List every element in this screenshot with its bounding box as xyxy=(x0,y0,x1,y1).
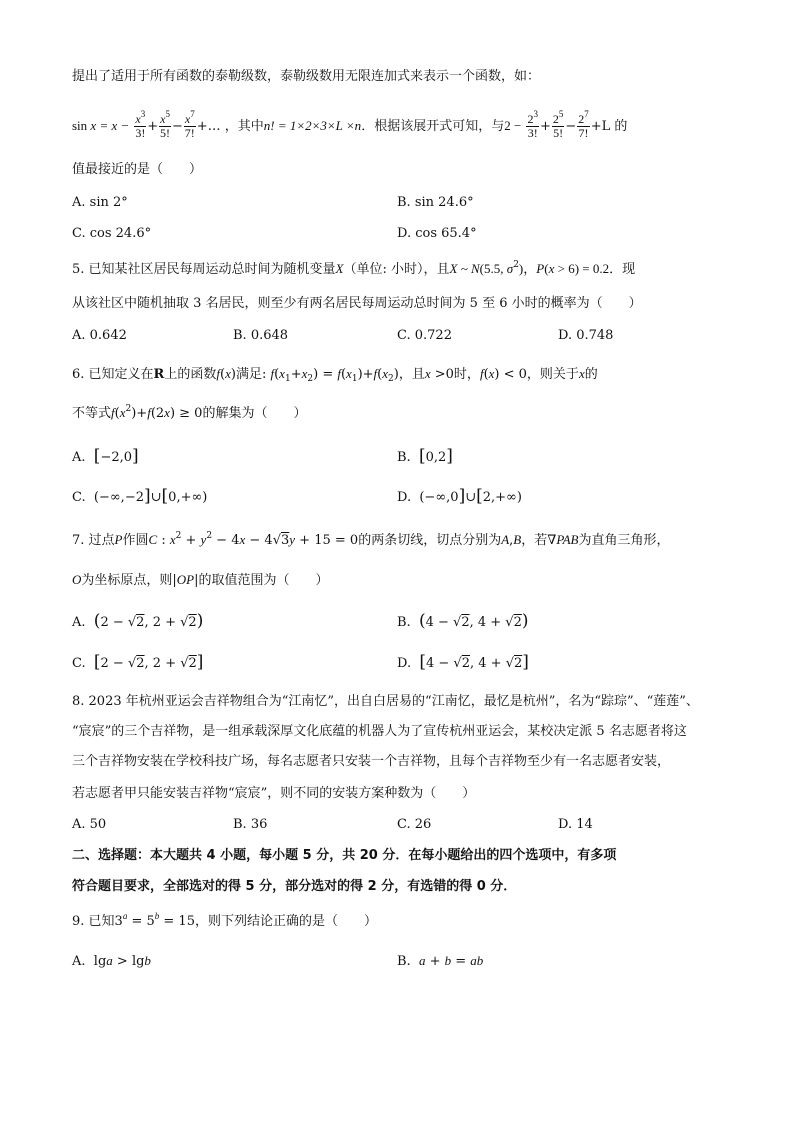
q6-option-d: D. (−∞,0]∪[2,+∞) xyxy=(397,486,522,506)
q6-line2: 不等式$f(x^2)+f(2x) \ge 0$的解集为（ ） xyxy=(72,404,307,421)
q4-option-a: A. sin 2° xyxy=(72,195,128,210)
q7-option-c: C. [2 − √2, 2 + √2] xyxy=(72,652,204,672)
q8-line1: 8. 2023 年杭州亚运会吉祥物组合为“江南忆”，出自白居易的“江南忆，最忆是杭州”，名为“踪琮”、“莲莲”、 xyxy=(72,694,699,709)
q7-option-b: B. (4 − √2, 4 + √2) xyxy=(397,611,529,631)
q7-option-a: A. (2 − √2, 2 + √2) xyxy=(72,611,204,631)
q8-option-d: D. 14 xyxy=(558,817,593,832)
q8-option-a: A. 50 xyxy=(72,817,107,832)
intro-mid-text: ，其中 xyxy=(224,119,264,134)
section2-line1: 二、选择题：本大题共 4 小题，每小题 5 分，共 20 分．在每小题给出的四个选项中，有多项 xyxy=(72,848,617,863)
q5-option-c: C. 0.722 xyxy=(397,328,452,343)
intro-line3: 值最接近的是（ ） xyxy=(72,162,203,177)
intro-line1: 提出了适用于所有函数的泰勒级数，泰勒级数用无限连加式来表示一个函数，如： xyxy=(72,69,541,84)
q8-line3: 三个吉祥物安装在学校科技广场，每名志愿者只安装一个吉祥物，且每个吉祥物至少有一名志愿者安装， xyxy=(72,754,671,769)
q5-option-d: D. 0.748 xyxy=(558,328,614,343)
q4-option-b: B. sin 24.6° xyxy=(397,195,474,210)
section2-line2: 符合题目要求，全部选对的得 5 分，部分选对的得 2 分，有选错的得 0 分． xyxy=(72,879,517,894)
q5-option-b: B. 0.648 xyxy=(233,328,289,343)
q6-line1: 6. 已知定义在R上的函数f(x)满足: $f(x_1+x_2) = f(x_1)+f(x_2)$，且x >0时，f(x) < 0，则关于x的 xyxy=(72,366,598,384)
intro-tail: 的 xyxy=(614,119,628,134)
sin-label: sin xyxy=(72,118,88,133)
q8-option-c: C. 26 xyxy=(397,817,432,832)
factorial-def: n! = 1×2×3×L ×n xyxy=(263,118,362,133)
q5-option-a: A. 0.642 xyxy=(72,328,127,343)
q6-option-c: C. (−∞,−2]∪[0,+∞) xyxy=(72,486,208,506)
intro-mid-text2: ．根据该展开式可知，与 xyxy=(361,119,505,134)
taylor-formula-line: sin x = x − $\frac{x^3}{3!}$ + $\frac{x^5}{5!}$ − $\frac{x^7}{7!}$ +… ，其中n! = 1×2×3×L ×n．根据该展开式可知，与2 − $\frac{2^3}{3!}$ + $\frac{2^5}{5!}$ − $\frac{2^7}{7!}$ +L 的 xyxy=(72,109,628,140)
q4-option-c: C. cos 24.6° xyxy=(72,226,152,241)
q6-option-b: B. [0,2] xyxy=(397,446,453,466)
q9-line1: 9. 已知$3^a = 5^b = 15$，则下列结论正确的是（ ） xyxy=(72,911,377,929)
q9-option-b: B. a + b = ab xyxy=(397,953,484,969)
q5-line1: 5. 已知某社区居民每周运动总时间为随机变量X（单位: 小时），且X ~ N(5.5, $\sigma^2$)，P(x > 6) = 0.2．现 xyxy=(72,260,636,277)
q7-line2: O为坐标原点，则|OP|的取值范围为（ ） xyxy=(72,572,329,588)
q8-line2: “宸宸”的三个吉祥物，是一组承载深厚文化底蕴的机器人为了宣传杭州亚运会，某校决定派 5 名志愿者将这 xyxy=(72,724,687,739)
q5-line2: 从该社区中随机抽取 3 名居民，则至少有两名居民每周运动总时间为 5 至 6 小时的概率为（ ） xyxy=(72,296,642,311)
q8-line4: 若志愿者甲只能安装吉祥物“宸宸”，则不同的安装方案种数为（ ） xyxy=(72,786,476,801)
q4-option-d: D. cos 65.4° xyxy=(397,226,477,241)
q7-option-d: D. [4 − √2, 4 + √2] xyxy=(397,652,529,672)
q6-option-a: A. [−2,0] xyxy=(72,446,139,466)
q9-option-a: A. lga > lgb xyxy=(72,953,151,969)
q7-line1: 7. 过点P作圆C : $x^2 + y^2 - 4x - 4√3y + 15 = 0$的两条切线，切点分别为A,B，若∇PAB为直角三角形， xyxy=(72,531,670,548)
q8-option-b: B. 36 xyxy=(233,817,268,832)
